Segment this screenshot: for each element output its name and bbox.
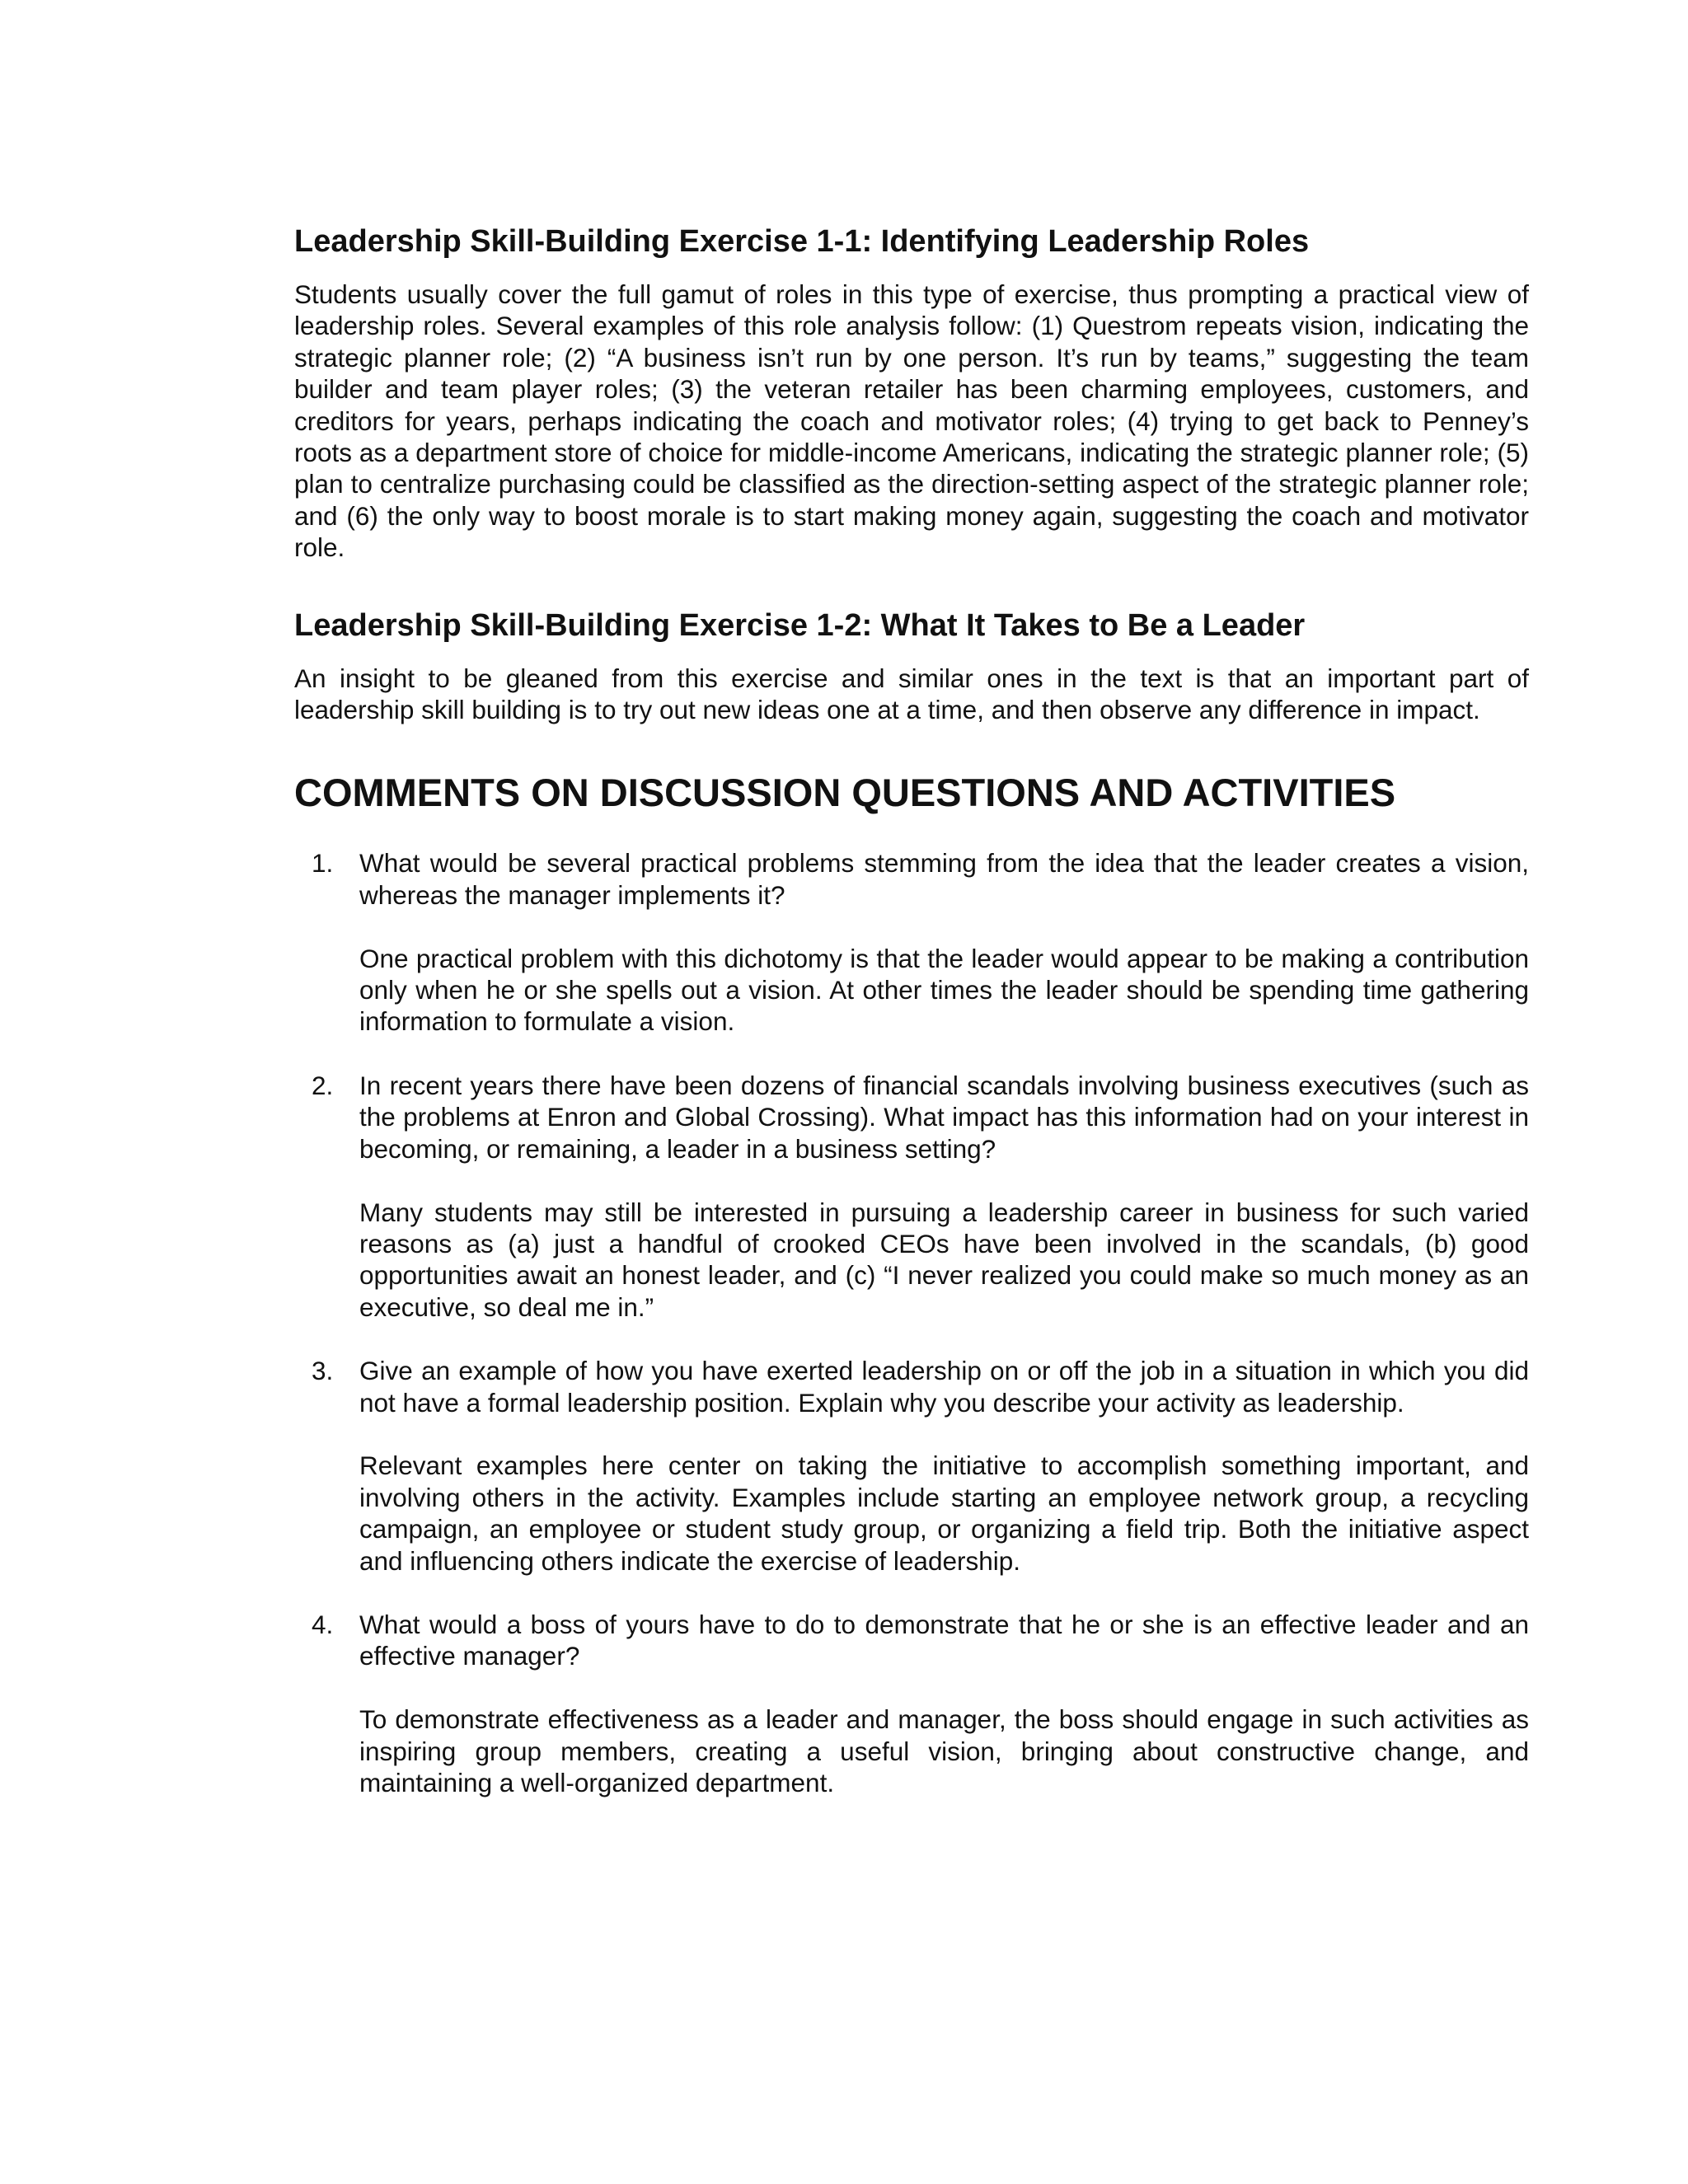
list-item <box>294 1355 1529 1577</box>
list-item <box>294 1070 1529 1323</box>
exercise-1-body: Students usually cover the full gamut of roles in this type of exercise, thus prompting a practical view of leadership roles. Several examples of this role analysis follow: (1) Questrom repeats vision, indicating the strategic planner role; (2) “A business isn’t run by one person. It’s run by teams,” suggesting the team builder and team player roles; (3) the veteran retailer has been charming employees, customers, and creditors for years, perhaps indicating the coach and motivator roles; (4) trying to get back to Penney’s roots as a department store of choice for middle-income Americans, indicating the strategic planner role; (5) plan to centralize purchasing could be classified as the direction-setting aspect of the strategic planner role; and (6) the only way to boost morale is to start making money again, suggesting the coach and motivator role. <box>294 279 1529 563</box>
question-text: What would be several practical problems stemming from the idea that the leader creates a vision, whereas the manager implements it? <box>359 848 1529 910</box>
list-item <box>294 1609 1529 1798</box>
exercise-2-heading: Leadership Skill-Building Exercise 1-2: What It Takes to Be a Leader <box>294 607 1306 643</box>
question-number: 2. <box>312 1070 334 1100</box>
comments-heading: COMMENTS ON DISCUSSION QUESTIONS AND ACTIVITIES <box>294 771 1396 815</box>
question-number: 1. <box>312 848 334 879</box>
question-text: What would a boss of yours have to do to demonstrate that he or she is an effective leader and an effective manager? <box>359 1609 1529 1671</box>
question-text: In recent years there have been dozens of financial scandals involving business executives (such as the problems at Enron and Global Crossing). What impact has this information had on your interest in becoming, or remaining, a leader in a business setting? <box>359 1070 1529 1164</box>
exercise-1-heading: Leadership Skill-Building Exercise 1-1: Identifying Leadership Roles <box>294 224 1310 259</box>
answer-text: Relevant examples here center on taking the initiative to accomplish something important, and involving others in the activity. Examples include starting an employee network group, a recycling campaign, an employee or student study group, or organizing a field trip. Both the initiative aspect and influencing others indicate the exercise of leadership. <box>359 1451 1529 1576</box>
answer-text: Many students may still be interested in pursuing a leadership career in business for such varied reasons as (a) just a handful of crooked CEOs have been involved in the scandals, (b) good opportunities await an honest leader, and (c) “I never realized you could make so much money as an executive, so deal me in.” <box>359 1197 1529 1322</box>
answer-text: One practical problem with this dichotomy is that the leader would appear to be making a contribution only when he or she spells out a vision. At other times the leader should be spending time gathering information to formulate a vision. <box>359 943 1529 1037</box>
question-number: 4. <box>312 1609 334 1639</box>
answer-text: To demonstrate effectiveness as a leader and manager, the boss should engage in such activities as inspiring group members, creating a useful vision, bringing about constructive change, and maintaining a well-organized department. <box>359 1704 1529 1797</box>
discussion-question-list <box>294 847 1529 1798</box>
question-number: 3. <box>312 1356 334 1386</box>
exercise-2-body: An insight to be gleaned from this exercise and similar ones in the text is that an important part of leadership skill building is to try out new ideas one at a time, and then observe any difference in impact. <box>294 663 1529 725</box>
list-item <box>294 847 1529 1037</box>
document-page <box>294 223 1529 1830</box>
question-text: Give an example of how you have exerted leadership on or off the job in a situation in which you did not have a formal leadership position. Explain why you describe your activity as leadership. <box>359 1356 1529 1418</box>
